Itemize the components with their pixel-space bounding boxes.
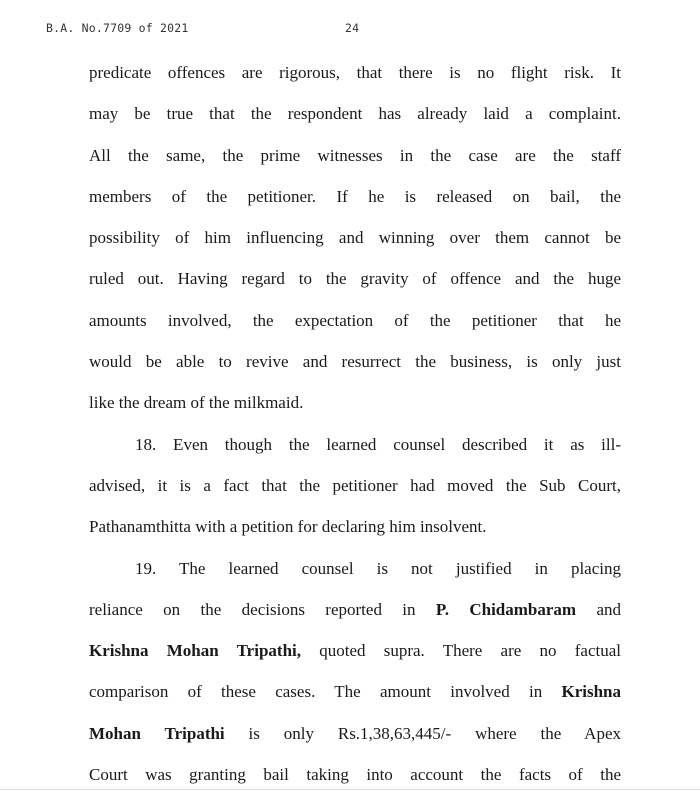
page-number: 24 — [345, 21, 360, 35]
text-line: members of the petitioner. If he is released on bail, the — [89, 186, 621, 206]
text-line — [89, 717, 621, 758]
text-line — [89, 593, 621, 634]
paragraph-end-line: like the dream of the milkmaid. — [89, 393, 304, 413]
text-line — [89, 634, 621, 675]
text-line — [89, 675, 621, 716]
text-line: possibility of him influencing and winning over them cannot be — [89, 228, 621, 248]
text-line: would be able to revive and resurrect the business, is only just — [89, 352, 621, 372]
paragraph-end-line: Pathanamthitta with a petition for declaring him insolvent. — [89, 517, 487, 537]
case-citation: Krishna — [561, 682, 621, 702]
case-citation: P. Chidambaram — [435, 599, 577, 619]
line-text: reliance on the decisions reported in — [89, 599, 436, 619]
document-body — [89, 56, 621, 799]
text-line: predicate offences are rigorous, that there is no flight risk. It — [89, 63, 621, 82]
case-citation: Mohan Tripathi — [89, 723, 225, 743]
page-bottom-divider — [0, 789, 700, 790]
line-text: is only Rs.1,38,63,445/- where the Apex — [224, 723, 621, 743]
case-number: B.A. No.7709 of 2021 — [46, 21, 189, 35]
text-line: may be true that the respondent has already laid a complaint. — [89, 104, 621, 124]
paragraph-19-first-line: 19. The learned counsel is not justified in placing — [135, 558, 621, 578]
text-line: advised, it is a fact that the petitioner had moved the Sub Court, — [89, 475, 621, 495]
page-header — [46, 21, 360, 35]
line-text: and — [576, 599, 621, 619]
text-line: ruled out. Having regard to the gravity of offence and the huge — [89, 269, 621, 289]
case-citation: Krishna Mohan Tripathi, — [89, 641, 301, 661]
line-text: quoted supra. There are no factual — [301, 641, 621, 661]
paragraph-18-first-line: 18. Even though the learned counsel described it as ill- — [135, 434, 621, 454]
text-line: Court was granting bail taking into account the facts of the — [89, 765, 621, 785]
text-line: All the same, the prime witnesses in the case are the staff — [89, 145, 621, 165]
text-line: amounts involved, the expectation of the petitioner that he — [89, 310, 621, 330]
line-text: comparison of these cases. The amount involved in — [89, 682, 562, 702]
